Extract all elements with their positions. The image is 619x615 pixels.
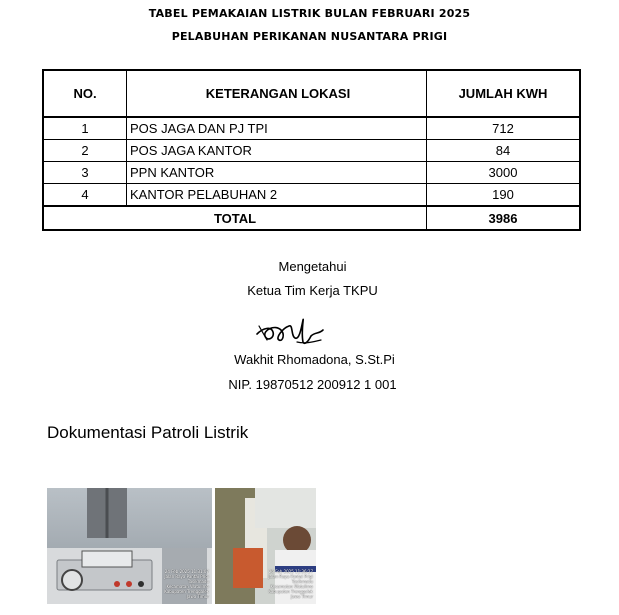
row-number: 1 [43,117,127,140]
photo-timestamp: 26 Feb 2025 11:36:27 Jalan Raya Pantai Prigi Tasikmadu Kecamatan Watulimo Kabupaten Trenggalek Jawa Timur [268,569,313,599]
signer-position: Ketua Tim Kerja TKPU [247,283,378,298]
acknowledged-label: Mengetahui [278,259,347,274]
row-kwh: 712 [427,117,581,140]
document-subtitle: PELABUHAN PERIKANAN NUSANTARA PRIGI [171,30,448,43]
table-header-row [43,70,580,117]
signer-nip: NIP. 19870512 200912 1 001 [228,377,397,392]
total-label: TOTAL [43,206,427,230]
row-location: KANTOR PELABUHAN 2 [127,184,427,207]
row-kwh: 3000 [427,162,581,184]
electricity-usage-table [42,69,581,231]
row-number: 2 [43,140,127,162]
row-location: PPN KANTOR [127,162,427,184]
signer-name: Wakhit Rhomadona, S.St.Pi [234,352,395,367]
column-header-no: NO. [43,70,127,117]
row-location: POS JAGA DAN PJ TPI [127,117,427,140]
table-row [43,140,580,162]
documentation-heading: Dokumentasi Patroli Listrik [47,423,249,442]
row-number: 3 [43,162,127,184]
table-row [43,117,580,140]
photo-timestamp: 24 Feb 2025 11:31:07 Jalan Raya Pantai Prigi Tasikmadu Kecamatan Watulimo Kabupaten Trenggalek Jawa Timur [164,569,209,599]
row-location: POS JAGA KANTOR [127,140,427,162]
patrol-officer-photo [215,488,316,604]
handwritten-signature [253,312,325,350]
row-number: 4 [43,184,127,207]
row-kwh: 190 [427,184,581,207]
column-header-kwh: JUMLAH KWH [427,70,581,117]
document-title: TABEL PEMAKAIAN LISTRIK BULAN FEBRUARI 2025 [148,7,471,20]
row-kwh: 84 [427,140,581,162]
column-header-location: KETERANGAN LOKASI [127,70,427,117]
table-row [43,162,580,184]
meter-photo [47,488,212,604]
total-value: 3986 [427,206,581,230]
table-total-row [43,206,580,230]
table-row [43,184,580,207]
